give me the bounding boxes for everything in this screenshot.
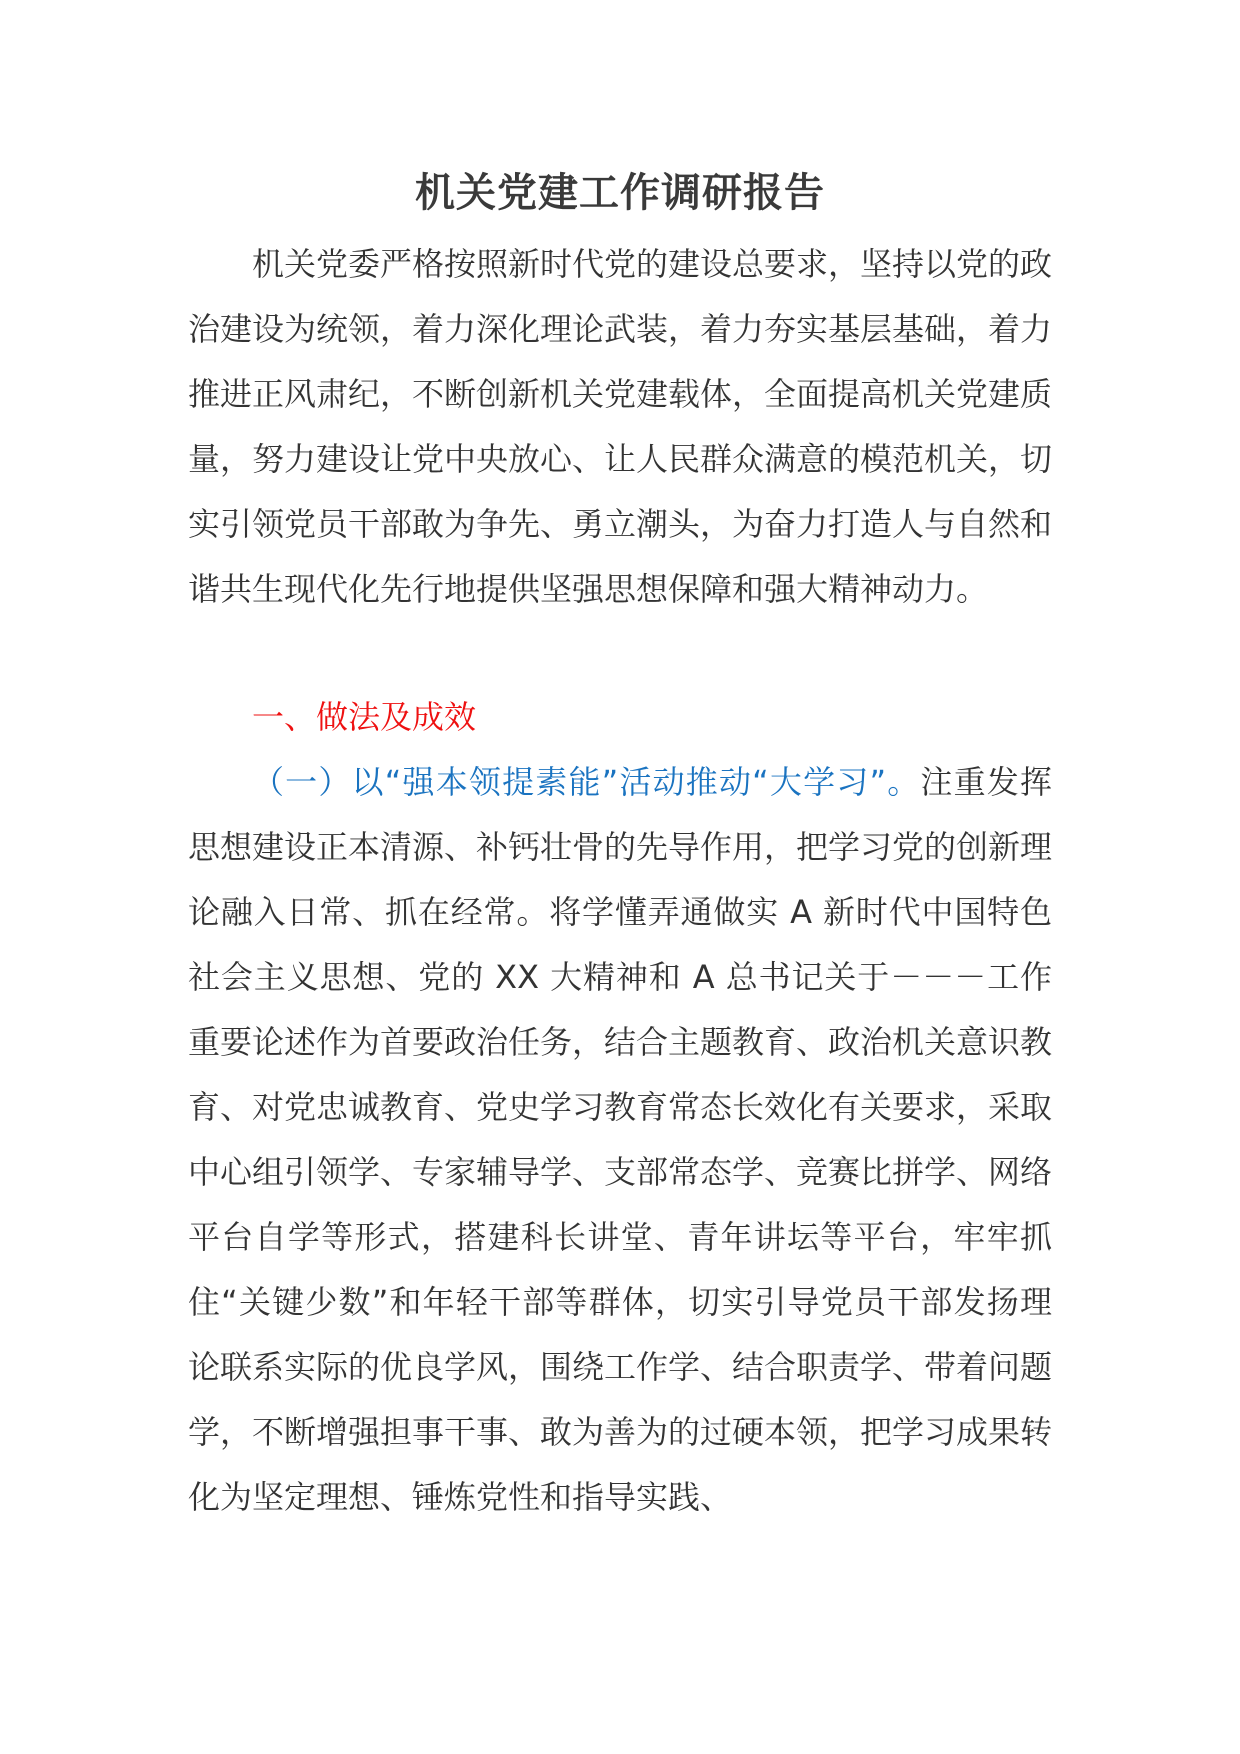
subsection-body: 注重发挥思想建设正本清源、补钙壮骨的先导作用，把学习党的创新理论融入日常、抓在经常。将学懂弄通做实 A 新时代中国特色社会主义思想、党的 XX 大精神和 A 总书记关于－－－工作重要论述作为首要政治任务，结合主题教育、政治机关意识教育、对党忠诚教育、党史学习教育常态长效化有关要求，采取中心组引领学、专家辅导学、支部常态学、竞赛比拼学、网络平台自学等形式，搭建科长讲堂、青年讲坛等平台，牢牢抓住“关键少数”和年轻干部等群体，切实引导党员干部发扬理论联系实际的优良学风，围绕工作学、结合职责学、带着问题学，不断增强担事干事、敢为善为的过硬本领，把学习成果转化为坚定理想、锤炼党性和指导实践、 (188, 763, 1053, 1516)
subsection-heading: （一）以“强本领提素能”活动推动“大学习”。 (252, 763, 921, 801)
subsection-paragraph (188, 750, 1052, 1530)
document-title: 机关党建工作调研报告 (415, 170, 825, 216)
intro-paragraph: 机关党委严格按照新时代党的建设总要求，坚持以党的政治建设为统领，着力深化理论武装，着力夯实基层基础，着力推进正风肃纪，不断创新机关党建载体，全面提高机关党建质量，努力建设让党中央放心、让人民群众满意的模范机关，切实引领党员干部敢为争先、勇立潮头，为奋力打造人与自然和谐共生现代化先行地提供坚强思想保障和强大精神动力。 (188, 245, 1053, 608)
section-heading: 一、做法及成效 (252, 698, 477, 736)
